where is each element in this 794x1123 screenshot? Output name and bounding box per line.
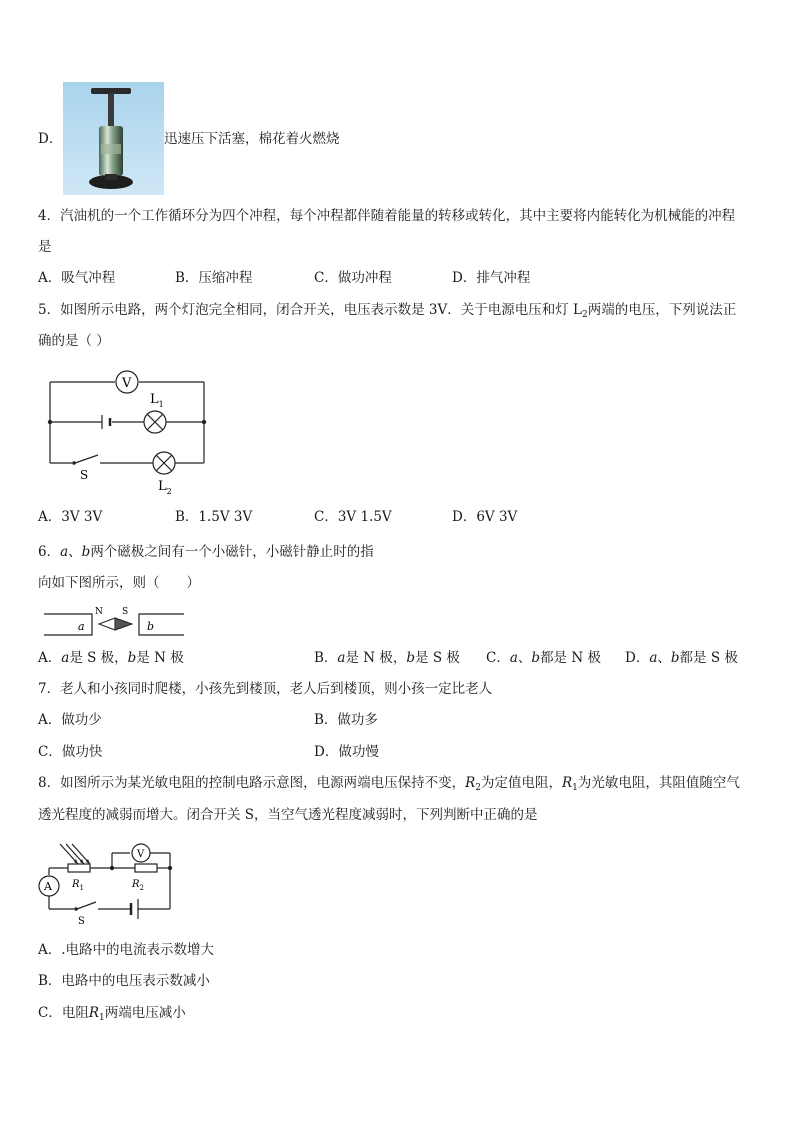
q6-needle-s-label: S <box>122 607 129 617</box>
q6-stem-line1: 6．a、b两个磁极之间有一个小磁针，小磁针静止时的指 <box>38 544 374 560</box>
q6-magnet-a-label: a <box>78 620 85 633</box>
q5-option-a: A．3V 3V <box>38 509 103 525</box>
q7-option-b: B．做功多 <box>314 712 378 728</box>
q6-stem-line2: 向如下图所示，则（ ） <box>38 575 200 591</box>
q8-option-b: B．电路中的电压表示数减小 <box>38 973 210 989</box>
q3-option-d-letter: D． <box>38 131 63 147</box>
q5-lamp2-label: $L_2$ <box>158 479 172 496</box>
q3-option-d-text: 迅速压下活塞，棉花着火燃烧 <box>164 131 340 147</box>
q8-switch-label: S <box>78 916 85 926</box>
q4-option-b: B．压缩冲程 <box>175 270 253 286</box>
q5-stem-line1: 5．如图所示电路，两个灯泡完全相同，闭合开关，电压表示数是 3V．关于电源电压和灯 $L_2$两端的电压，下列说法正 <box>38 302 737 320</box>
q4-option-d: D．排气冲程 <box>452 270 531 286</box>
q4-stem-line1: 4．汽油机的一个工作循环分为四个冲程，每个冲程都伴随着能量的转移或转化，其中主要将内能转化为机械能的冲程 <box>38 208 736 224</box>
q7-option-d: D．做功慢 <box>314 744 379 760</box>
q4-option-c: C．做功冲程 <box>314 270 392 286</box>
q6-option-a: A．a是 S 极，b是 N 极 <box>38 650 184 666</box>
q8-ammeter-label: A <box>44 880 52 893</box>
q6-magnet-b-label: b <box>147 620 155 633</box>
fire-syringe-image <box>63 82 164 195</box>
q5-option-c: C．3V 1.5V <box>314 509 392 525</box>
q6-needle-n-label: N <box>95 607 103 617</box>
q8-option-a: A．.电路中的电流表示数增大 <box>38 942 215 958</box>
q8-r2-label: $R_2$ <box>132 879 144 892</box>
q8-option-c: C．电阻$R_1$两端电压减小 <box>38 1005 186 1023</box>
q7-option-a: A．做功少 <box>38 712 102 728</box>
q8-stem-line1: 8．如图所示为某光敏电阻的控制电路示意图，电源两端电压保持不变，$R_2$为定值电阻，$R_1$为光敏电阻，其阻值随空气 <box>38 775 740 793</box>
q7-option-c: C．做功快 <box>38 744 103 760</box>
q6-magnet-diagram <box>40 604 190 640</box>
q5-switch-label: S <box>80 468 89 482</box>
q5-circuit-diagram <box>40 366 220 496</box>
q8-r1-label: $R_1$ <box>72 879 84 892</box>
q5-option-b: B．1.5V 3V <box>175 509 253 525</box>
q4-stem-line2: 是 <box>38 239 52 255</box>
q8-stem-line2: 透光程度的减弱而增大。闭合开关 S，当空气透光程度减弱时，下列判断中正确的是 <box>38 807 538 823</box>
q4-option-a: A．吸气冲程 <box>38 270 116 286</box>
q5-stem-line2: 确的是（ ） <box>38 333 110 349</box>
q8-circuit-diagram <box>36 838 181 926</box>
q8-voltmeter-label: V <box>137 849 145 860</box>
q7-stem: 7．老人和小孩同时爬楼，小孩先到楼顶，老人后到楼顶，则小孩一定比老人 <box>38 681 493 697</box>
q5-option-d: D．6V 3V <box>452 509 518 525</box>
q5-voltmeter-label: V <box>122 376 132 391</box>
q6-option-d: D．a、b都是 S 极 <box>625 650 738 666</box>
q6-option-b: B．a是 N 极，b是 S 极 <box>314 650 460 666</box>
q5-lamp1-label: $L_1$ <box>150 392 164 409</box>
q6-option-c: C．a、b都是 N 极 <box>486 650 601 666</box>
